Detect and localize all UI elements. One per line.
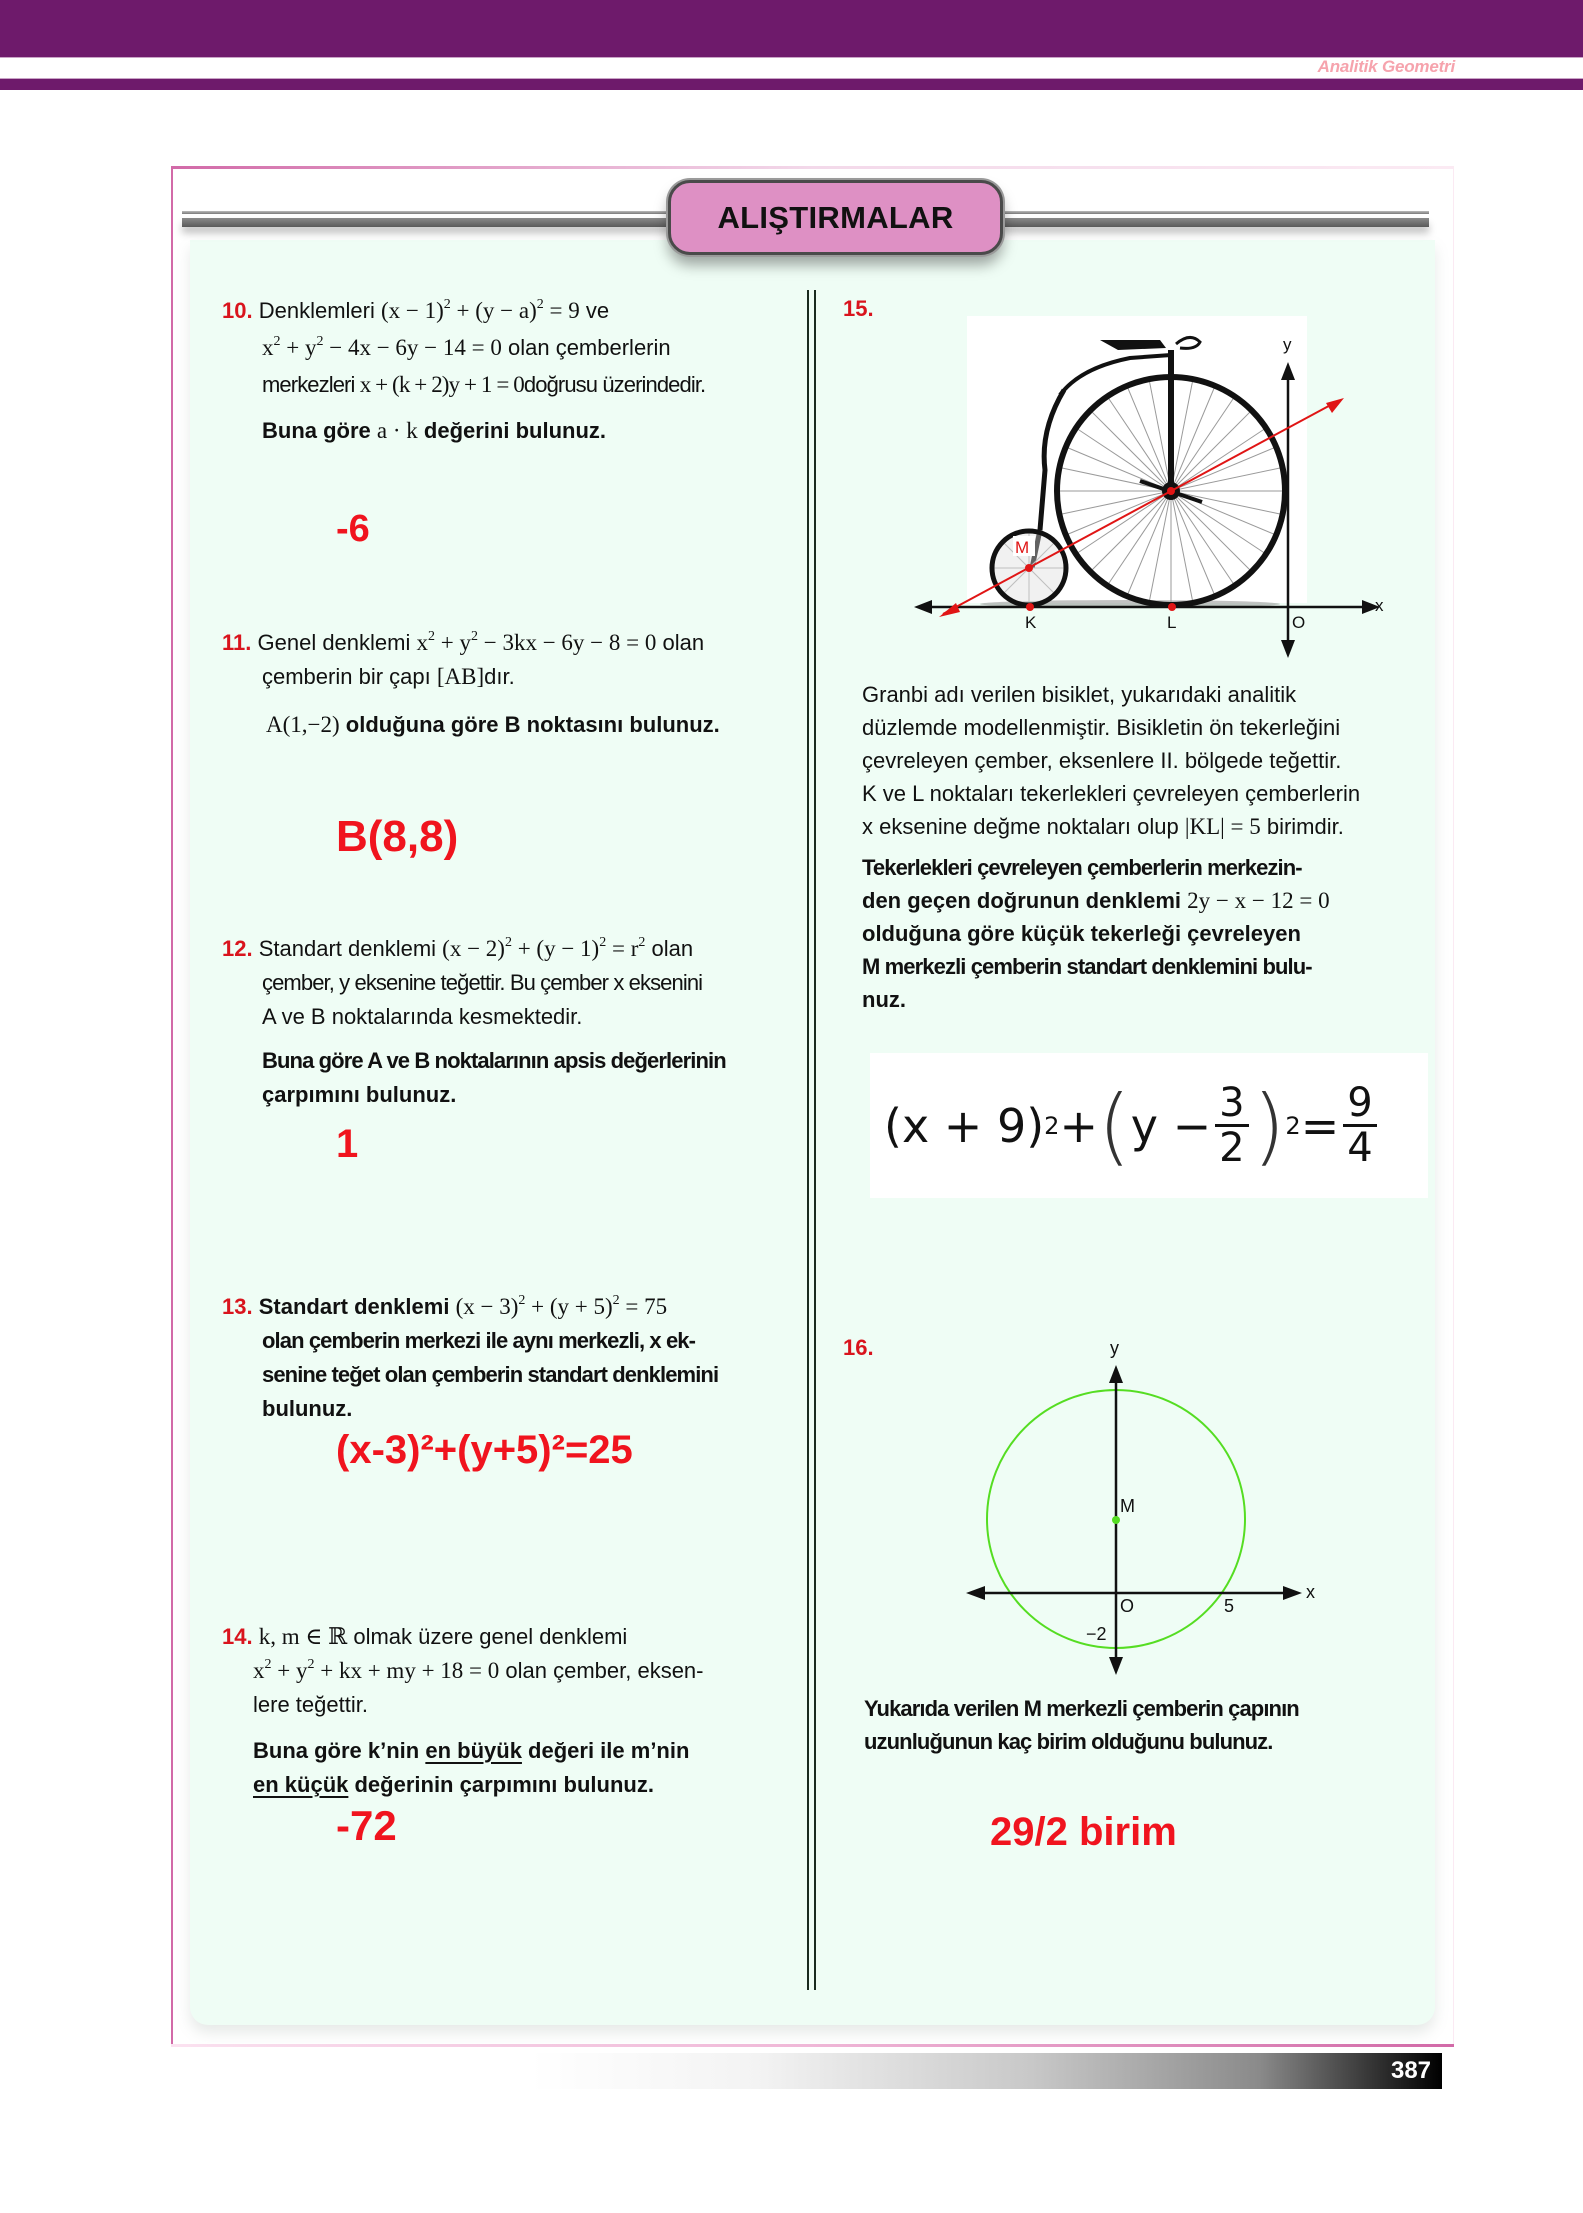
question-text: Genel denklemi bbox=[257, 630, 417, 655]
question-number: 14. bbox=[222, 1624, 253, 1649]
equation: A(1,−2) bbox=[266, 712, 340, 737]
question-10 bbox=[222, 294, 802, 448]
question-16-text bbox=[864, 1692, 1444, 1758]
equation: $(x - 1)^2 + (y - a)^2 = 9$ bbox=[380, 297, 580, 323]
question-text: dır. bbox=[484, 664, 515, 689]
emphasis-underline: en küçük bbox=[253, 1772, 349, 1797]
question-prompt: olduğuna göre B noktasını bulunuz. bbox=[339, 712, 720, 737]
question-text: olan çember, eksen- bbox=[499, 1658, 704, 1683]
badge-label: ALIŞTIRMALAR bbox=[717, 199, 954, 235]
answer-15-equation: (x + 9) 2 + ( y − $\frac{3}{2}$ ) 2 = $\frac{9}{4}$ bbox=[870, 1053, 1428, 1198]
equation: [AB] bbox=[436, 664, 485, 689]
column-divider bbox=[814, 290, 816, 1990]
answer-11: B(8,8) bbox=[336, 812, 459, 861]
answer-14: -72 bbox=[336, 1802, 397, 1849]
question-prompt: Buna göre bbox=[262, 418, 377, 443]
question-text: Denklemleri bbox=[258, 298, 381, 323]
question-text: doğrusu üzerindedir. bbox=[523, 372, 706, 397]
question-prompt: bulunuz. bbox=[262, 1396, 353, 1421]
answer-12: 1 bbox=[336, 1122, 359, 1166]
equation: $x^2 + y^2 - 4x - 6y - 14 = 0$ bbox=[262, 334, 502, 360]
frame-bottom-border bbox=[171, 2044, 1454, 2047]
question-12 bbox=[222, 932, 802, 1112]
question-14 bbox=[222, 1620, 802, 1802]
question-prompt: değerinin çarpımını bulunuz. bbox=[348, 1772, 654, 1797]
section-title: Analitik Geometri bbox=[1317, 57, 1455, 76]
equation: $x^2 + y^2$ + kx + my + 18 = 0 bbox=[253, 1657, 500, 1683]
question-text: çember, y eksenine teğettir. Bu çember x eksenini bbox=[262, 970, 703, 995]
label-y: y bbox=[1110, 1338, 1119, 1358]
equation: $(x - 2)^2 + (y - 1)^2 = r^2$ bbox=[442, 935, 646, 961]
emphasis-underline: en büyük bbox=[425, 1738, 522, 1763]
question-prompt: değeri ile m’nin bbox=[521, 1738, 690, 1763]
question-text: Standart denklemi bbox=[258, 936, 443, 961]
label-x: x bbox=[1375, 596, 1384, 615]
question-prompt: Tekerlekleri çevreleyen çemberlerin merkezin- bbox=[862, 855, 1302, 880]
question-prompt: Buna göre A ve B noktalarının apsis değerlerinin bbox=[262, 1048, 726, 1073]
question-text: K ve L noktaları tekerlekleri çevreleyen çemberlerin bbox=[862, 781, 1361, 806]
page-number: 387 bbox=[1390, 2057, 1432, 2084]
question-text: olan çemberlerin bbox=[501, 335, 671, 360]
equation: $(x - 3)^2 + (y + 5)^2 = 75$ bbox=[455, 1293, 668, 1319]
question-prompt: çarpımını bulunuz. bbox=[262, 1082, 457, 1107]
answer-10: -6 bbox=[336, 508, 370, 550]
question-number: 11. bbox=[222, 630, 252, 655]
question-text: merkezleri bbox=[262, 372, 360, 397]
question-text: düzlemde modellenmiştir. Bisikletin ön tekerleğini bbox=[862, 715, 1341, 740]
footer-bar bbox=[530, 2053, 1442, 2089]
header-stripe bbox=[0, 79, 1583, 90]
question-prompt: den geçen doğrunun denklemi bbox=[862, 888, 1188, 913]
column-divider bbox=[807, 290, 809, 1990]
question-number: 15. bbox=[843, 296, 874, 321]
equation: k, m ∈ ℝ bbox=[258, 1624, 348, 1649]
question-11 bbox=[222, 626, 802, 742]
question-text: olan bbox=[645, 936, 694, 961]
label-minus-two: −2 bbox=[1086, 1624, 1107, 1644]
label-K: K bbox=[1025, 613, 1037, 632]
question-text: çemberin bir çapı bbox=[262, 664, 437, 689]
question-number: 13. bbox=[222, 1294, 253, 1319]
label-L: L bbox=[1167, 613, 1177, 632]
circle-diagram bbox=[940, 1330, 1340, 1690]
label-O: O bbox=[1292, 613, 1306, 632]
question-prompt: olduğuna göre küçük tekerleği çevreleyen bbox=[862, 921, 1301, 946]
question-text: x eksenine değme noktaları olup bbox=[862, 814, 1185, 839]
equation: a · k bbox=[376, 418, 418, 443]
equation: $x^2 + y^2 - 3kx - 6y - 8 = 0$ bbox=[416, 629, 657, 655]
question-prompt: uzunluğunun kaç birim olduğunu bulunuz. bbox=[864, 1729, 1273, 1754]
header-band bbox=[0, 0, 1583, 57]
question-number: 10. bbox=[222, 298, 253, 323]
question-text: birimdir. bbox=[1260, 814, 1344, 839]
question-prompt: M merkezli çemberin standart denklemini bulu- bbox=[862, 954, 1312, 979]
question-13 bbox=[222, 1290, 802, 1426]
label-O: O bbox=[1120, 1596, 1135, 1616]
equation: x + (k + 2)y + 1 = 0 bbox=[359, 372, 524, 397]
label-y: y bbox=[1283, 335, 1292, 354]
question-text: Granbi adı verilen bisiklet, yukarıdaki analitik bbox=[862, 682, 1297, 707]
question-number: 16. bbox=[843, 1335, 874, 1360]
label-M: M bbox=[1120, 1496, 1135, 1516]
bicycle-diagram bbox=[900, 310, 1400, 670]
question-text: olan bbox=[656, 630, 705, 655]
equation: 2y − x − 12 = 0 bbox=[1187, 888, 1330, 913]
question-prompt: olan çemberin merkezi ile aynı merkezli, x ek- bbox=[262, 1328, 696, 1353]
question-number: 12. bbox=[222, 936, 253, 961]
question-prompt: Yukarıda verilen M merkezli çemberin çapının bbox=[864, 1696, 1299, 1721]
question-prompt: değerini bulunuz. bbox=[417, 418, 606, 443]
question-text: çevreleyen çember, eksenlere II. bölgede teğettir. bbox=[862, 748, 1342, 773]
answer-13: (x-3)²+(y+5)²=25 bbox=[336, 1428, 633, 1472]
question-text: A ve B noktalarında kesmektedir. bbox=[262, 1004, 583, 1029]
exercises-badge bbox=[668, 180, 1003, 255]
question-prompt: Buna göre k’nin bbox=[253, 1738, 426, 1763]
question-15-text bbox=[862, 678, 1442, 1016]
question-prompt: Standart denklemi bbox=[258, 1294, 456, 1319]
equation: |KL| = 5 bbox=[1184, 814, 1261, 839]
question-prompt: senine teğet olan çemberin standart denklemini bbox=[262, 1362, 719, 1387]
label-M: M bbox=[1015, 538, 1030, 557]
label-five: 5 bbox=[1224, 1596, 1235, 1616]
question-text: ve bbox=[579, 298, 610, 323]
question-text: lere teğettir. bbox=[253, 1692, 368, 1717]
label-x: x bbox=[1306, 1582, 1315, 1602]
answer-16: 29/2 birim bbox=[990, 1810, 1177, 1854]
question-prompt: nuz. bbox=[862, 987, 906, 1012]
question-text: olmak üzere genel denklemi bbox=[347, 1624, 628, 1649]
